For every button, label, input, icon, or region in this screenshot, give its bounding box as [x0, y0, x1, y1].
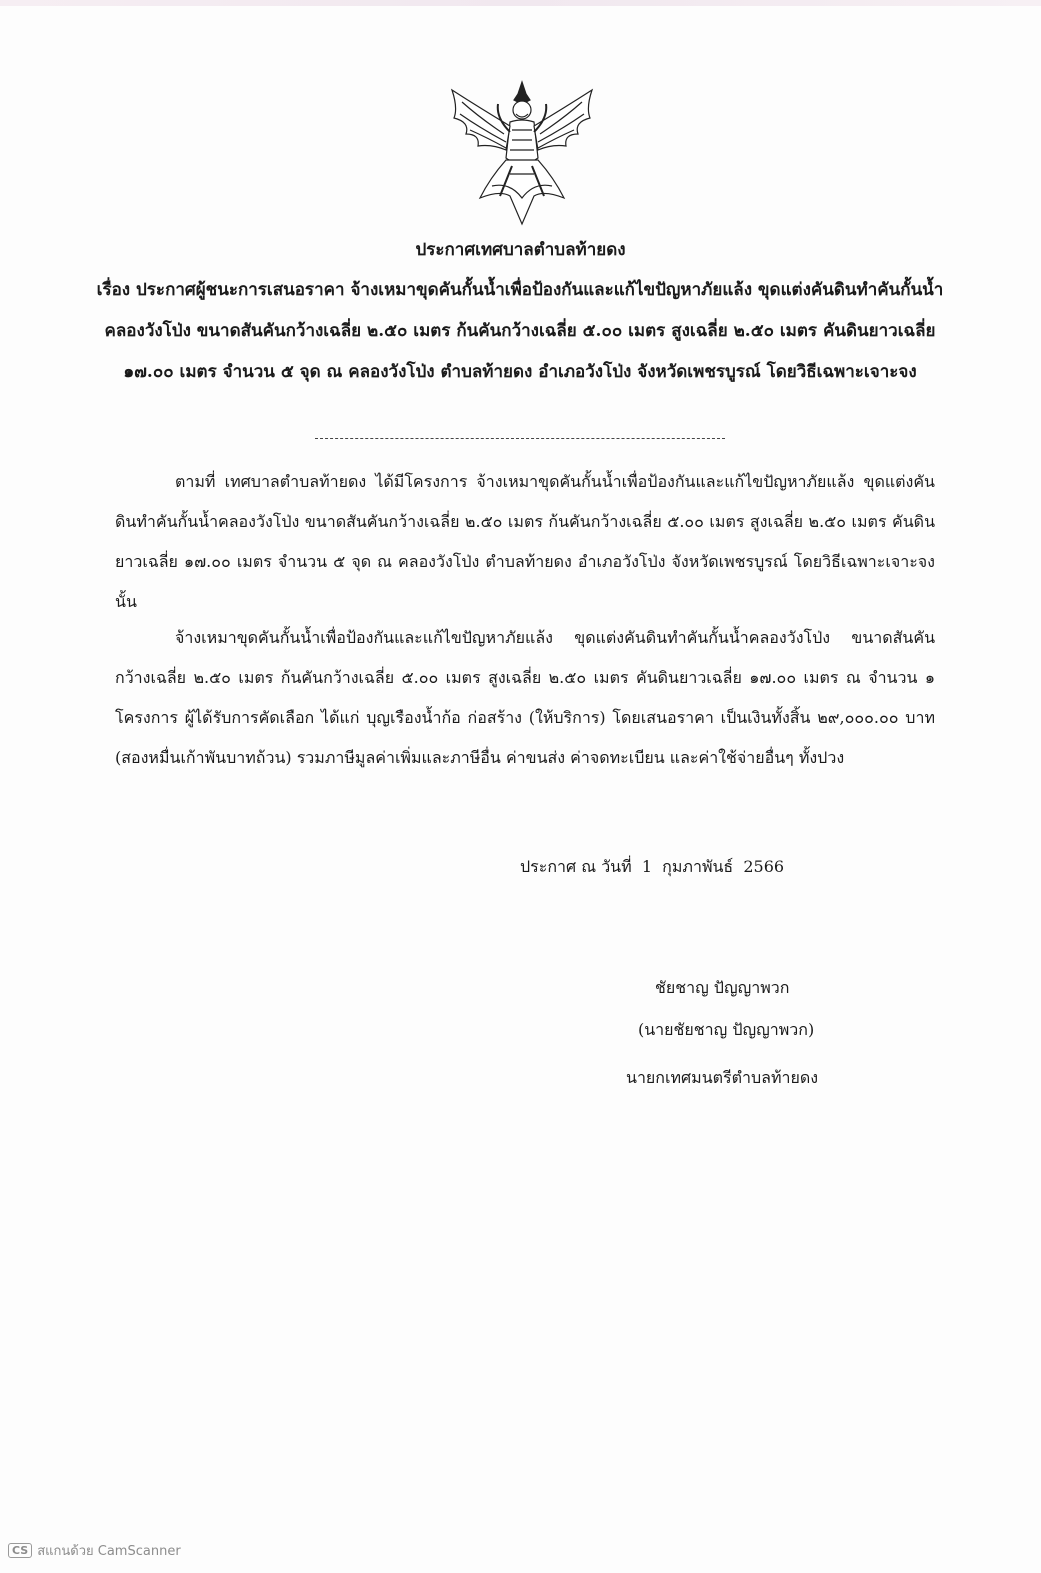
signature: ชัยชาญ ปัญญาพวก: [655, 978, 790, 997]
signer-full-name: (นายชัยชาญ ปัญญาพวก): [638, 1020, 815, 1039]
scanner-watermark: [8, 1540, 181, 1561]
document-title: ประกาศเทศบาลตำบลท้ายดง: [415, 240, 626, 260]
body-paragraph-2: จ้างเหมาขุดคันกั้นน้ำเพื่อป้องกันและแก้ไขปัญหาภัยแล้ง ขุดแต่งคันดินทำคันกั้นน้ำคลองวังโป่ง ขนาดสันคันกว้างเฉลี่ย ๒.๕๐ เมตร ก้นคันกว้างเฉลี่ย ๕.๐๐ เมตร สูงเฉลี่ย ๒.๕๐ เมตร คันดินยาวเฉลี่ย ๑๗.๐๐ เมตร ณ จำนวน ๑ โครงการ ผู้ได้รับการคัดเลือก ได้แก่ บุญเรืองน้ำก้อ ก่อสร้าง (ให้บริการ) โดยเสนอราคา เป็นเงินทั้งสิ้น ๒๙,๐๐๐.๐๐ บาท (สองหมื่นเก้าพันบาทถ้วน) รวมภาษีมูลค่าเพิ่มและภาษีอื่น ค่าขนส่ง ค่าจดทะเบียน และค่าใช้จ่ายอื่นๆ ทั้งปวง: [115, 628, 936, 767]
body-paragraph-1: ตามที่ เทศบาลตำบลท้ายดง ได้มีโครงการ จ้างเหมาขุดคันกั้นน้ำเพื่อป้องกันและแก้ไขปัญหาภัยแล้ง ขุดแต่งคันดินทำคันกั้นน้ำคลองวังโป่ง ขนาดสันคันกว้างเฉลี่ย ๒.๕๐ เมตร ก้นคันกว้างเฉลี่ย ๕.๐๐ เมตร สูงเฉลี่ย ๒.๕๐ เมตร คันดินยาวเฉลี่ย ๑๗.๐๐ เมตร จำนวน ๕ จุด ณ คลองวังโป่ง ตำบลท้ายดง อำเภอวังโป่ง จังหวัดเพชรบูรณ์ โดยวิธีเฉพาะเจาะจง นั้น: [115, 472, 936, 611]
camscanner-logo-icon: CS: [8, 1543, 32, 1558]
scan-top-edge: [0, 0, 1041, 6]
divider-line: [315, 438, 725, 439]
signer-position: นายกเทศมนตรีตำบลท้ายดง: [626, 1068, 819, 1087]
announcement-date: ประกาศ ณ วันที่ 1 กุมภาพันธ์ 2566: [520, 857, 785, 876]
scanner-watermark-text: สแกนด้วย CamScanner: [37, 1544, 181, 1559]
document-subject: เรื่อง ประกาศผู้ชนะการเสนอราคา จ้างเหมาขุดคันกั้นน้ำเพื่อป้องกันและแก้ไขปัญหาภัยแล้ง ขุดแต่งคันดินทำคันกั้นน้ำคลองวังโป่ง ขนาดสันคันกว้างเฉลี่ย ๒.๕๐ เมตร ก้นคันกว้างเฉลี่ย ๕.๐๐ เมตร สูงเฉลี่ย ๒.๕๐ เมตร คันดินยาวเฉลี่ย ๑๗.๐๐ เมตร จำนวน ๕ จุด ณ คลองวังโป่ง ตำบลท้ายดง อำเภอวังโป่ง จังหวัดเพชรบูรณ์ โดยวิธีเฉพาะเจาะจง: [96, 280, 944, 382]
garuda-emblem: [440, 78, 605, 228]
